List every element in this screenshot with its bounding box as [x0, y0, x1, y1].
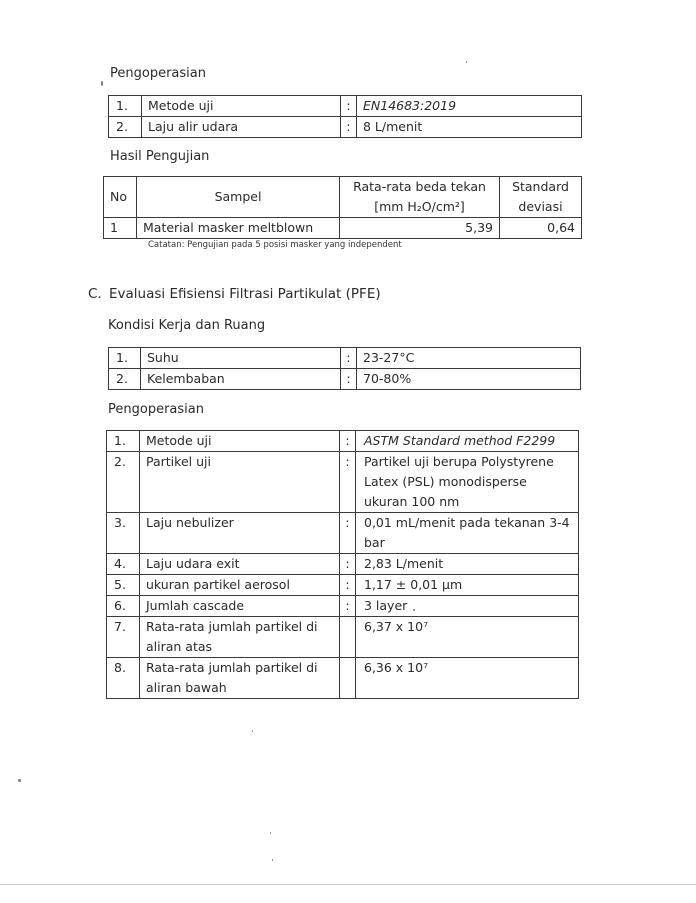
row-sample: Material masker meltblown: [137, 218, 340, 239]
results-heading: Hasil Pengujian: [110, 149, 210, 164]
row-label: Metode uji: [142, 96, 341, 117]
scan-speck: [101, 81, 103, 86]
row-value: ASTM Standard method F2299: [356, 431, 579, 452]
table-row: [109, 348, 581, 369]
table-row: [109, 117, 582, 138]
row-label: Kelembaban: [141, 369, 341, 390]
row-value: 6,37 x 10⁷: [356, 617, 579, 658]
row-number: 1: [104, 218, 137, 239]
row-number: 1.: [109, 348, 141, 369]
row-number: 1.: [107, 431, 140, 452]
row-separator: [340, 617, 356, 658]
row-value: 3 layer: [356, 596, 579, 617]
header-sd-line2: deviasi: [518, 199, 563, 214]
row-value: 1,17 ± 0,01 µm: [356, 575, 579, 596]
row-value: 2,83 L/menit: [356, 554, 579, 575]
row-separator: [340, 658, 356, 699]
row-label: Laju udara exit: [140, 554, 340, 575]
row-separator: :: [340, 575, 356, 596]
row-label: Laju nebulizer: [140, 513, 340, 554]
row-separator: :: [340, 431, 356, 452]
row-sd: 0,64: [500, 218, 582, 239]
row-separator: :: [340, 596, 356, 617]
table-row: [107, 658, 579, 699]
header-mean: [340, 177, 500, 218]
table-row: [107, 554, 579, 575]
header-sd-line1: Standard: [512, 179, 569, 194]
row-separator: :: [341, 96, 357, 117]
header-sample: Sampel: [137, 177, 340, 218]
operation-heading-b: Pengoperasian: [110, 66, 206, 81]
table-row: [107, 617, 579, 658]
scan-speck: [270, 832, 271, 834]
scan-speck: [252, 730, 253, 732]
table-row: [109, 96, 582, 117]
row-value: 0,01 mL/menit pada tekanan 3-4 bar: [356, 513, 579, 554]
table-row: [107, 596, 579, 617]
row-separator: :: [340, 554, 356, 575]
operation-table-c: [106, 430, 579, 699]
page-bottom-edge: [0, 884, 696, 885]
header-mean-line1: Rata-rata beda tekan: [353, 179, 486, 194]
row-number: 4.: [107, 554, 140, 575]
row-value: 6,36 x 10⁷: [356, 658, 579, 699]
row-number: 2.: [109, 117, 142, 138]
table-row: [104, 218, 582, 239]
scan-speck: [272, 859, 273, 861]
row-number: 3.: [107, 513, 140, 554]
header-no: No: [104, 177, 137, 218]
section-c-letter: C.: [88, 286, 102, 302]
row-separator: :: [341, 369, 357, 390]
row-number: 5.: [107, 575, 140, 596]
row-number: 8.: [107, 658, 140, 699]
row-separator: :: [340, 513, 356, 554]
section-c-title: Evaluasi Efisiensi Filtrasi Partikulat (PFE): [109, 286, 381, 302]
row-separator: :: [341, 348, 357, 369]
row-label: Rata-rata jumlah partikel di aliran atas: [140, 617, 340, 658]
scan-speck: [413, 609, 415, 611]
conditions-heading: Kondisi Kerja dan Ruang: [108, 318, 266, 333]
table-row: [107, 452, 579, 513]
operation-table-b: [108, 95, 582, 138]
table-row: [107, 575, 579, 596]
table-header-row: [104, 177, 582, 218]
row-label: Laju alir udara: [142, 117, 341, 138]
row-label: ukuran partikel aerosol: [140, 575, 340, 596]
header-mean-line2: [mm H₂O/cm²]: [374, 199, 465, 214]
results-table: [103, 176, 582, 239]
scan-speck: [466, 61, 467, 63]
scan-speck: [18, 779, 21, 782]
row-label: Jumlah cascade: [140, 596, 340, 617]
row-number: 1.: [109, 96, 142, 117]
results-note: Catatan: Pengujian pada 5 posisi masker yang independent: [148, 240, 402, 250]
conditions-table: [108, 347, 581, 390]
row-label: Suhu: [141, 348, 341, 369]
table-row: [109, 369, 581, 390]
row-separator: :: [340, 452, 356, 513]
header-sd: [500, 177, 582, 218]
table-row: [107, 431, 579, 452]
row-number: 2.: [107, 452, 140, 513]
row-number: 6.: [107, 596, 140, 617]
row-value: 70-80%: [357, 369, 581, 390]
row-number: 7.: [107, 617, 140, 658]
operation-heading-c: Pengoperasian: [108, 402, 204, 417]
row-value: EN14683:2019: [357, 96, 582, 117]
row-separator: :: [341, 117, 357, 138]
row-label: Rata-rata jumlah partikel di aliran bawah: [140, 658, 340, 699]
row-mean: 5,39: [340, 218, 500, 239]
row-value: 23-27°C: [357, 348, 581, 369]
table-row: [107, 513, 579, 554]
row-label: Partikel uji: [140, 452, 340, 513]
row-number: 2.: [109, 369, 141, 390]
row-value: 8 L/menit: [357, 117, 582, 138]
row-value: Partikel uji berupa Polystyrene Latex (PSL) monodisperse ukuran 100 nm: [356, 452, 579, 513]
row-label: Metode uji: [140, 431, 340, 452]
